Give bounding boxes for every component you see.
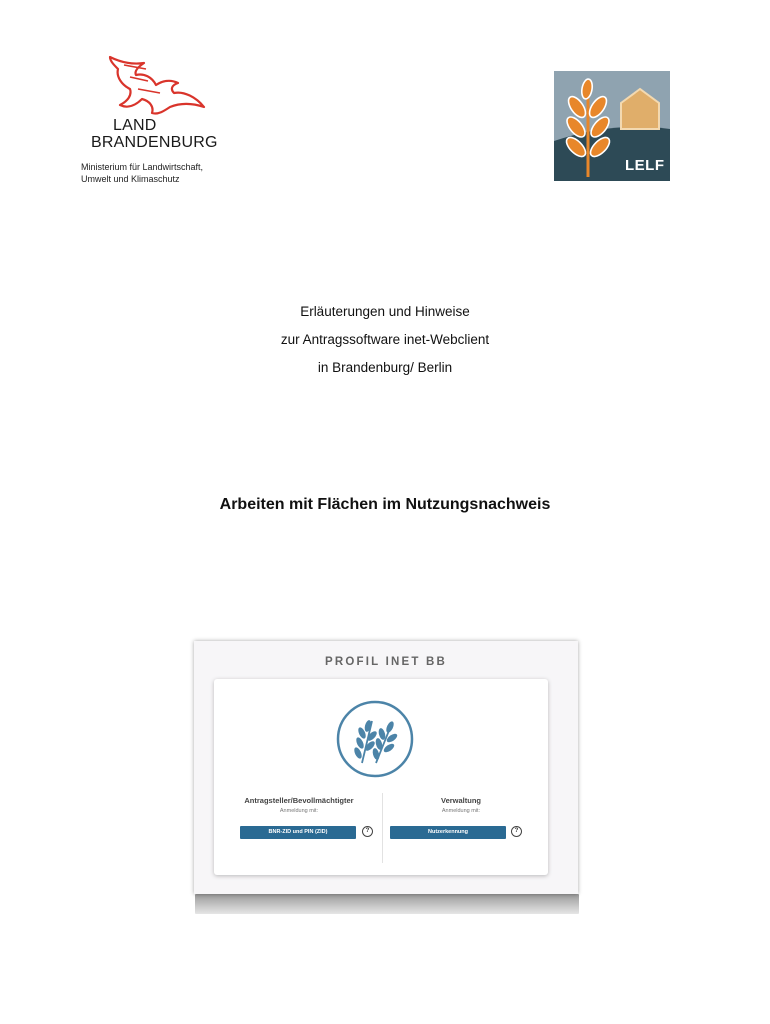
document-title: Arbeiten mit Flächen im Nutzungsnachweis (219, 496, 551, 513)
help-icon[interactable]: ? (511, 826, 522, 837)
wheat-icon (335, 699, 415, 779)
brandenburg-logo (78, 55, 248, 190)
administration-heading: Verwaltung (440, 796, 481, 805)
lelf-logo (554, 71, 670, 181)
intro-line-2: zur Antragssoftware inet-Webclient (280, 332, 490, 347)
intro-line-3: in Brandenburg/ Berlin (317, 360, 453, 375)
profil-screenshot (194, 641, 578, 894)
brandenburg-text: BRANDENBURG (91, 134, 218, 151)
help-icon[interactable]: ? (362, 826, 373, 837)
column-divider (382, 793, 383, 863)
user-id-login-button[interactable]: Nutzerkennung (390, 826, 506, 839)
administration-login-label: Anmeldung mit: (441, 808, 481, 814)
applicant-login-label: Anmeldung mit: (279, 808, 319, 814)
bnr-zid-login-button[interactable]: BNR-ZID und PIN (ZID) (240, 826, 356, 839)
intro-line-1: Erläuterungen und Hinweise (300, 304, 470, 319)
applicant-heading: Antragsteller/Bevollmächtigter (244, 796, 354, 805)
ministry-name (81, 161, 203, 185)
login-card (214, 679, 548, 875)
lelf-label: LELF (625, 157, 665, 174)
screenshot-shadow (195, 894, 579, 914)
ministry-line-1: Ministerium für Landwirtschaft, (81, 162, 204, 172)
ministry-line-2: Umwelt und Klimaschutz (81, 174, 180, 184)
profil-heading: PROFIL INET BB (325, 656, 447, 668)
eagle-icon (100, 55, 210, 117)
land-text: LAND (113, 117, 157, 134)
